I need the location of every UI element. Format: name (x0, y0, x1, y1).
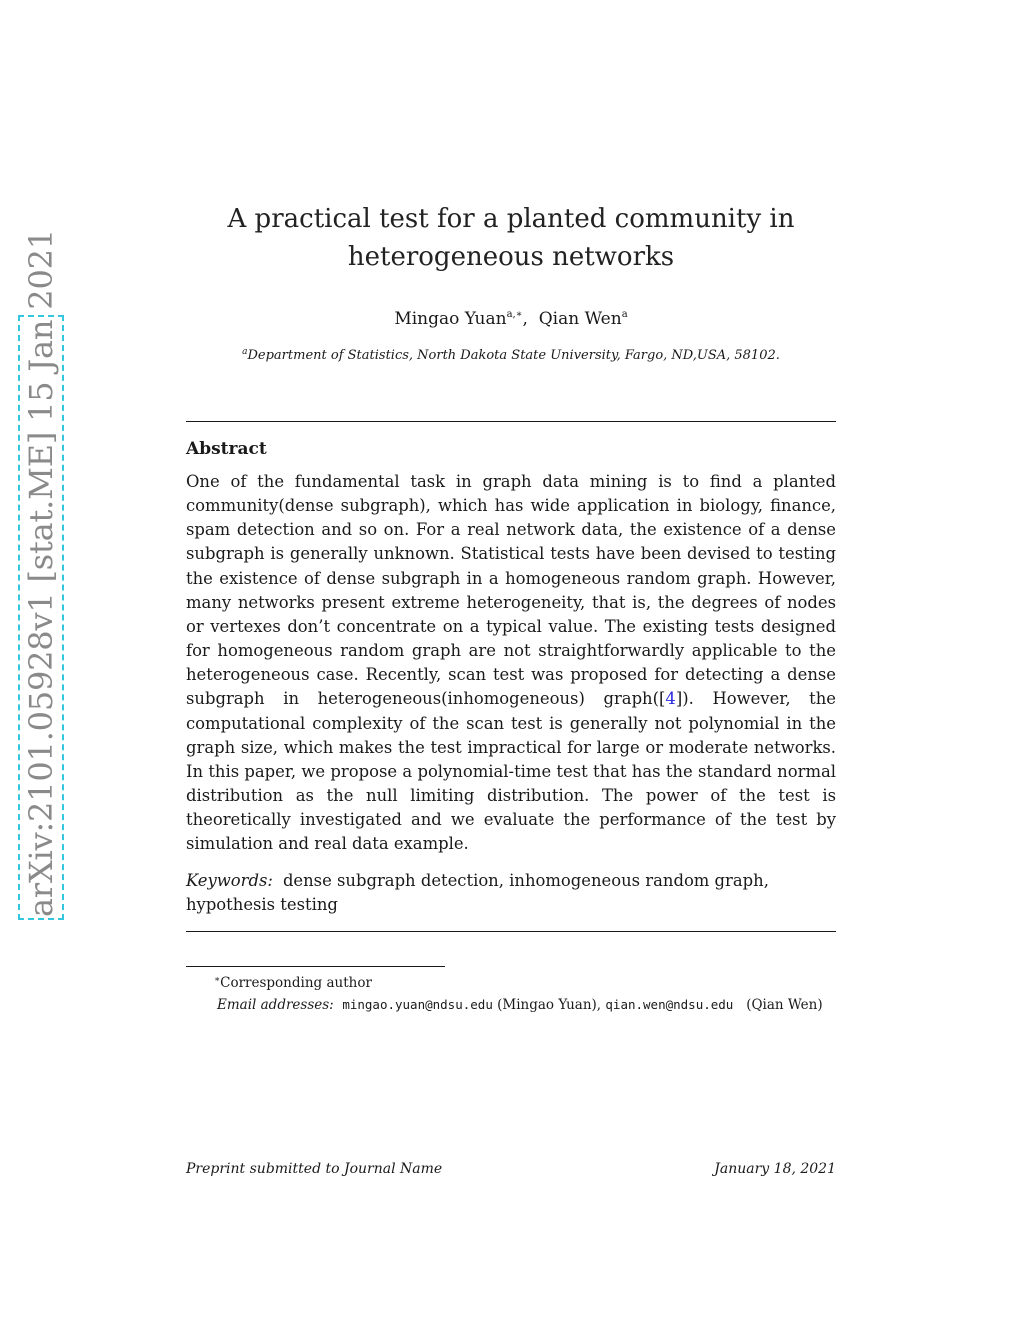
email-label: Email addresses: (217, 997, 334, 1013)
preprint-date: January 18, 2021 (714, 1161, 836, 1177)
email-name-2: (Qian Wen) (746, 997, 823, 1013)
abstract-top-rule (186, 421, 836, 422)
abstract-heading: Abstract (186, 439, 267, 459)
footnote-marker: ∗ (214, 975, 221, 985)
author-1-superscript[interactable]: a,∗ (506, 309, 523, 320)
title-line-1: A practical test for a planted community in (227, 204, 795, 234)
abstract-text-part-2: ]). However, the computational complexity of the scan test is generally not polynomial in the graph size, which makes the test impractical for large or moderate networks. In this paper, we propose a polynomial-time test that has the standard normal distribution as the null limiting distribution. The power of the test is theoretically investigated and we evaluate the performance of the test by simulation and real data example. (186, 689, 836, 854)
footnote-rule (186, 966, 445, 967)
arxiv-identifier[interactable]: arXiv:2101.05928v1 [stat.ME] 15 Jan 2021 (22, 229, 60, 917)
email-link-1[interactable]: mingao.yuan@ndsu.edu (342, 997, 493, 1012)
email-note (186, 994, 836, 1016)
keywords-label: Keywords: (186, 871, 273, 890)
keywords (186, 869, 836, 917)
keywords-text: dense subgraph detection, inhomogeneous random graph, hypothesis testing (186, 871, 769, 914)
abstract-text-part-1: One of the fundamental task in graph data mining is to find a planted community(dense subgraph), which has wide application in biology, finance, spam detection and so on. For a real network data, the existence of a dense subgraph is generally unknown. Statistical tests have been devised to testing the existence of dense subgraph in a homogeneous random graph. However, many networks present extreme heterogeneity, that is, the degrees of nodes or vertexes don’t concentrate on a typical value. The existing tests designed for homogeneous random graph are not straightforwardly applicable to the heterogeneous case. Recently, scan test was proposed for detecting a dense subgraph in heterogeneous(inhomogeneous) graph([ (186, 472, 836, 709)
preprint-note: Preprint submitted to Journal Name (186, 1161, 443, 1177)
corresponding-author-note (186, 970, 836, 994)
author-separator: , (522, 309, 528, 329)
abstract-bottom-rule (186, 931, 836, 932)
author-name-2: Qian Wen (538, 309, 622, 329)
affiliation-text: Department of Statistics, North Dakota State University, Fargo, ND,USA, 58102. (247, 348, 780, 363)
citation-link[interactable]: 4 (665, 689, 676, 709)
footnotes (186, 970, 836, 1016)
affiliation-superscript: a (242, 347, 248, 357)
author-2-superscript[interactable]: a (621, 309, 628, 320)
author-name-1: Mingao Yuan (394, 309, 507, 329)
paper-title (186, 200, 836, 276)
author-list (186, 303, 836, 331)
affiliation (186, 342, 836, 366)
title-line-2: heterogeneous networks (347, 242, 675, 272)
email-link-2[interactable]: qian.wen@ndsu.edu (605, 997, 734, 1012)
corresponding-author-text: Corresponding author (220, 975, 372, 991)
abstract-text (186, 470, 836, 857)
email-name-1: (Mingao Yuan), (497, 997, 602, 1013)
